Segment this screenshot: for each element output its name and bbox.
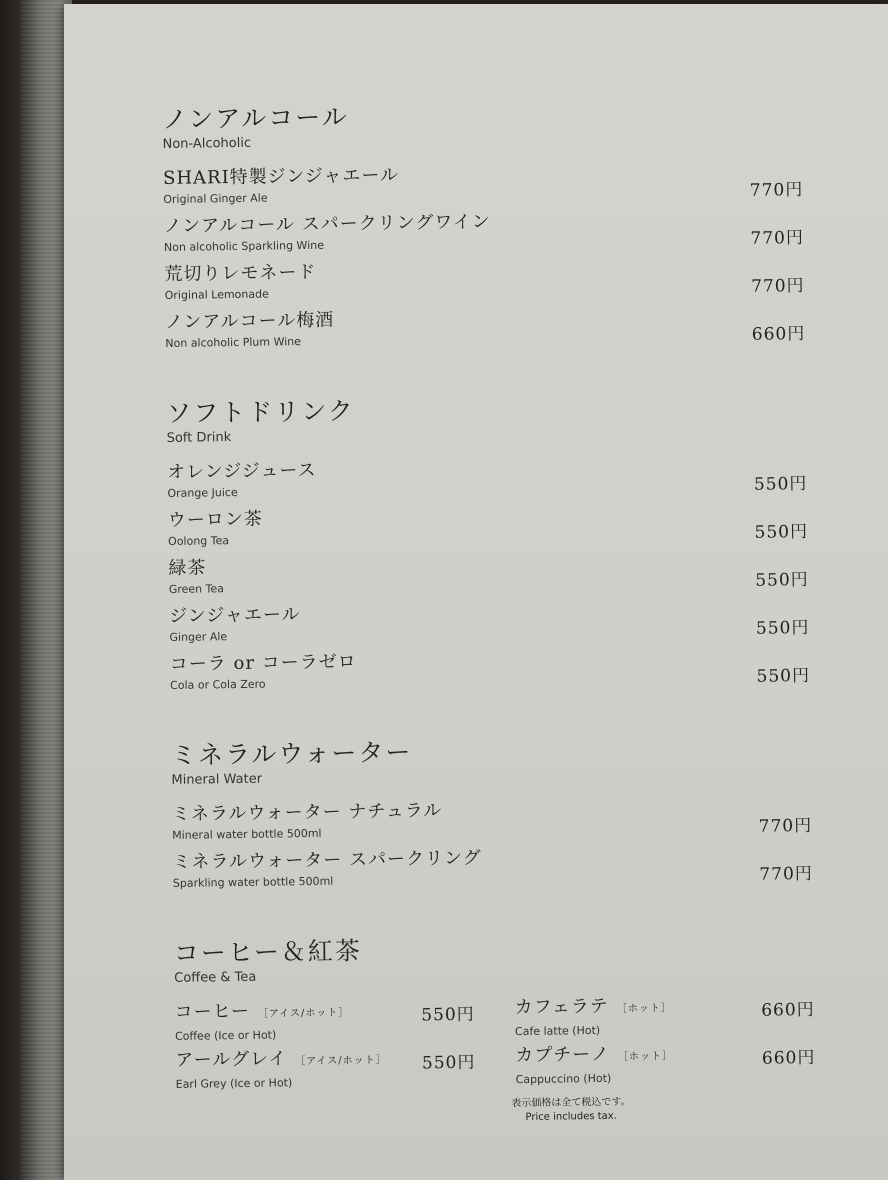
item-price: 770円 xyxy=(750,228,805,249)
section-title-jp: コーヒー＆紅茶 xyxy=(173,936,363,968)
menu-item xyxy=(175,996,476,1048)
item-name-en: Oolong Tea xyxy=(168,534,230,548)
menu-item xyxy=(175,1044,476,1096)
item-temperature-tag: ［ホット］ xyxy=(617,1050,674,1063)
menu-item xyxy=(165,301,806,358)
section-title-en: Soft Drink xyxy=(166,430,232,446)
section-title-en: Coffee & Tea xyxy=(174,969,257,986)
item-name-en: Coffee (Ice or Hot) xyxy=(174,1028,277,1043)
item-name-en: Cola or Cola Zero xyxy=(170,677,266,692)
item-name-en: Original Ginger Ale xyxy=(163,191,268,206)
item-price: 550円 xyxy=(754,522,809,543)
item-price: 550円 xyxy=(756,666,811,687)
item-temperature-tag: ［アイス/ホット］ xyxy=(295,1054,387,1068)
coffee-tea-grid xyxy=(175,991,816,1096)
item-name-jp: 緑茶 xyxy=(168,557,207,579)
item-price: 550円 xyxy=(421,1004,475,1026)
item-name-en: Cafe latte (Hot) xyxy=(514,1023,601,1039)
section-title-jp: ノンアルコール xyxy=(162,102,349,134)
item-name-jp: コーラ or コーラゼロ xyxy=(169,651,357,675)
item-price: 660円 xyxy=(761,999,815,1021)
item-price: 770円 xyxy=(759,863,813,885)
item-name-jp: 荒切りレモネード xyxy=(164,261,317,285)
tax-note-jp: 表示価格は全て税込です。 xyxy=(511,1096,631,1110)
menu-binder-spine xyxy=(0,0,72,1180)
item-name-jp: SHARI特製ジンジャエール xyxy=(162,164,400,189)
item-price: 770円 xyxy=(749,180,804,201)
item-name-jp: カフェラテ xyxy=(514,995,609,1019)
item-name-jp: ジンジャエール xyxy=(169,604,301,627)
item-name-en: Sparkling water bottle 500ml xyxy=(172,874,334,890)
section-soft-drink xyxy=(166,389,810,700)
menu-item xyxy=(172,841,813,898)
item-price: 660円 xyxy=(761,1047,816,1069)
item-price: 770円 xyxy=(758,815,813,837)
section-coffee-tea xyxy=(174,929,816,1096)
item-name-en: Mineral water bottle 500ml xyxy=(172,826,322,842)
section-title-en: Mineral Water xyxy=(171,771,263,788)
item-name-jp: ノンアルコール スパークリングワイン xyxy=(163,211,491,237)
section-title-en: Non-Alcoholic xyxy=(162,135,252,152)
item-name-en: Orange Juice xyxy=(167,485,238,500)
item-name-jp: ウーロン茶 xyxy=(167,508,263,531)
item-price: 550円 xyxy=(755,570,809,591)
item-price: 550円 xyxy=(753,474,808,495)
coffee-tea-right-column xyxy=(514,991,815,1091)
item-name-jp: カプチーノ xyxy=(515,1043,611,1067)
item-name-jp: オレンジジュース xyxy=(166,459,317,483)
item-name-en: Non alcoholic Plum Wine xyxy=(165,335,302,350)
item-name-en: Non alcoholic Sparkling Wine xyxy=(163,238,325,254)
item-name-en: Original Lemonade xyxy=(164,287,269,302)
item-name-en: Cappuccino (Hot) xyxy=(515,1071,612,1087)
item-price: 770円 xyxy=(751,276,805,297)
menu-item xyxy=(170,643,811,700)
item-price: 660円 xyxy=(751,324,806,345)
section-title-jp: ミネラルウォーター xyxy=(170,737,413,770)
item-price: 550円 xyxy=(421,1052,476,1074)
section-non-alcoholic xyxy=(162,95,805,358)
menu-item xyxy=(515,1039,816,1091)
menu-page xyxy=(64,4,888,1180)
coffee-tea-left-column xyxy=(175,996,476,1096)
item-name-jp: コーヒー xyxy=(174,1000,251,1023)
item-name-jp: ミネラルウォーター スパークリング xyxy=(172,847,482,873)
menu-item xyxy=(514,991,815,1043)
tax-note-en: Price includes tax. xyxy=(525,1110,617,1124)
item-name-jp: ノンアルコール梅酒 xyxy=(164,309,335,333)
tax-note xyxy=(326,1093,816,1128)
item-name-en: Ginger Ale xyxy=(169,630,228,644)
item-name-jp: アールグレイ xyxy=(175,1048,288,1071)
item-name-en: Earl Grey (Ice or Hot) xyxy=(175,1076,293,1091)
item-temperature-tag: ［アイス/ホット］ xyxy=(257,1007,350,1020)
item-price: 550円 xyxy=(755,618,810,639)
drink-menu xyxy=(162,95,816,1130)
section-mineral-water xyxy=(171,731,813,898)
item-name-en: Green Tea xyxy=(168,582,225,596)
item-name-jp: ミネラルウォーター ナチュラル xyxy=(171,800,443,825)
item-temperature-tag: ［ホット］ xyxy=(616,1002,672,1015)
section-title-jp: ソフトドリンク xyxy=(166,396,356,428)
